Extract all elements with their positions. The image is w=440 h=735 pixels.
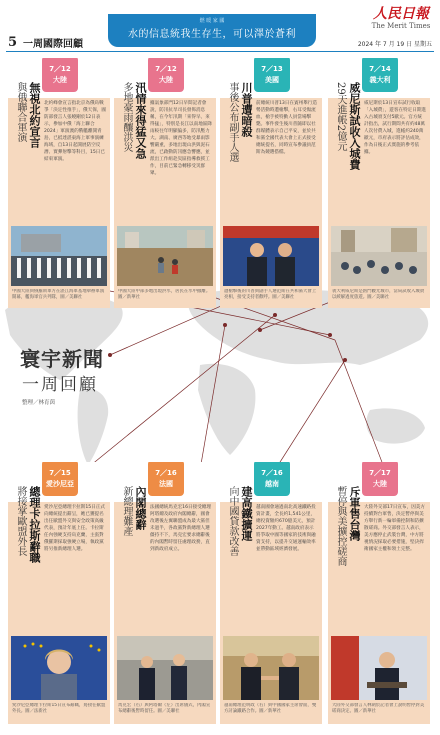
date-tag <box>362 462 398 496</box>
card-headline <box>223 82 253 162</box>
headline-sub: 多地豪雨釀洪災 <box>121 82 132 152</box>
news-card-venice <box>328 58 430 308</box>
date-tag <box>42 462 78 496</box>
headline-sub: 29天進帳2億元 <box>335 82 346 152</box>
card-body: 北約峰會宣言指北京為俄烏戰爭「決定性推手」，俄天保，國防部發言人張曉剛於12日表示，參加中俄「海上聯合2024」軍演澳的俄艦離開青島，已抵達湛東海上軍事演練海域，自13日起開展防空反潛、實彈射擊等科目，15日已結束軍演。 <box>44 101 106 162</box>
section-title: 一周國際回顧 <box>23 38 84 50</box>
card-headline <box>331 82 361 170</box>
map-marker <box>223 323 227 327</box>
header-banner <box>108 14 316 47</box>
tag-place: 義大利 <box>369 76 391 84</box>
photo-caption: 遭槍擊後的川普與副手人選范斯在共和黨大會上亮相，接受支持者歡呼。圖／美聯社 <box>224 289 317 300</box>
photo-kallas-portrait <box>11 636 107 700</box>
card-body: 大陸外交部17日宣布，因美方持續對台軍售，決定暫停與美方舉行新一輪軍備控制和防擴散磋商。外交部發言人表示，美方應停止武裝台灣，中方將視情況採取必要措施，堅決捍衛國家主權和領土完整。 <box>364 505 425 552</box>
tag-date: 7／12 <box>49 65 71 73</box>
news-card-taiwan-arms <box>328 462 430 724</box>
tag-date: 7／12 <box>155 65 177 73</box>
header-rule <box>6 51 434 52</box>
feature-title: 寰宇新聞 <box>20 347 104 371</box>
photo-convention-stage <box>223 226 319 286</box>
headline-sub: 與俄聯合軍演 <box>15 82 26 142</box>
tag-date: 7／15 <box>49 469 71 477</box>
headline-main: 威尼斯試收入城費 <box>348 82 361 170</box>
logo-chinese: 人民日報 <box>373 6 429 22</box>
tag-date: 7／13 <box>261 65 283 73</box>
editor-credit: 整理／林育茵 <box>22 400 56 406</box>
headline-sub: 暫停與美擴控磋商 <box>335 486 346 566</box>
card-headline <box>11 82 41 148</box>
photo-venice-crowd <box>331 226 427 286</box>
tag-place: 越南 <box>265 480 279 488</box>
landmass-south-america <box>78 389 109 465</box>
connector-line <box>275 360 345 470</box>
card-body: 前總統川普13日在賓州舉行造勢活動時遭槍擊，右耳受傷流血，槍手被特勤人員當場擊斃。事件發生後川普隨即以社群媒體表示自己平安，並於共和黨全國代表大會上正式接受總統提名，同時宣布參議員范斯為競選搭檔。 <box>256 101 317 155</box>
photo-naval-parade <box>11 226 107 286</box>
tag-date: 7／16 <box>155 469 177 477</box>
card-headline <box>117 486 147 536</box>
headline-main: 內閣總辭 <box>134 486 147 530</box>
issue-date: 2024 年 7 月 19 日 星期五 <box>357 41 432 48</box>
date-tag <box>42 58 78 92</box>
page-header-left <box>8 35 83 49</box>
page-number: 5 <box>8 34 18 50</box>
headline-main: 斥軍售台灣 <box>348 486 361 541</box>
date-tag <box>254 58 290 92</box>
headline-sub: 向中國貸款改善 <box>227 486 238 556</box>
feature-subtitle: 一周回顧 <box>22 375 98 395</box>
photo-caption: 中國大陸與俄羅斯軍方在湛江海軍基地舉辦軍演開幕，艦海軍官兵列隊，圖／美聯社 <box>12 289 105 300</box>
headline-main: 總理卡拉斯辭職 <box>28 486 41 563</box>
card-body: 法國總統馬克宏16日接受總理阿塔爾及政府內閣總辭，國會改選後左翼聯盟成為最大黨但未過半，各政黨對新總理人選僵持不下，馬克宏要求總辭後的內閣暫時留任處理政務，直到新政府成立。 <box>150 505 211 552</box>
news-card-vietnam <box>220 462 322 724</box>
map-marker <box>258 328 262 332</box>
news-card-trump <box>220 58 322 308</box>
map-marker <box>328 333 332 337</box>
date-tag <box>254 462 290 496</box>
photo-caption: 義大利威尼斯是熱門觀光城市，當局試收入城費以緩解過度旅遊。圖／美聯社 <box>332 289 425 300</box>
headline-sub: 將接掌歐盟外長 <box>15 486 26 556</box>
card-headline <box>11 486 41 563</box>
tag-place: 法國 <box>159 480 173 488</box>
newspaper-logo <box>366 6 436 30</box>
card-headline <box>331 486 361 566</box>
photo-flood-scene <box>117 226 213 286</box>
logo-english: The Merit Times <box>371 22 431 30</box>
photo-caption: 大陸外交部發言人林劍於記者會上說明暫停對美磋商決定。圖／新華社 <box>332 703 425 714</box>
photo-caption: 愛沙尼亞總理卡拉斯15日宣布辭職，將接任歐盟外長。圖／法新社 <box>12 703 106 714</box>
tag-place: 愛沙尼亞 <box>46 480 74 488</box>
map-marker <box>273 313 277 317</box>
headline-main: 無視北約宣言 <box>28 82 41 148</box>
photo-caption: 中國大陸中部多地出現洪水，居民在水中撤離。圖／新華社 <box>118 289 211 300</box>
headline-main: 川普遭暗殺 <box>240 82 253 137</box>
tag-place: 大陸 <box>373 480 387 488</box>
tag-place: 美國 <box>265 76 279 84</box>
news-card-floods <box>114 58 216 308</box>
tag-date: 7／17 <box>369 469 391 477</box>
headline-sub: 新總理難產 <box>121 486 132 536</box>
tag-place: 大陸 <box>53 76 67 84</box>
landmass-australia <box>366 408 425 443</box>
date-tag <box>148 58 184 92</box>
photo-caption: 馬克宏（右）與阿塔爾（左）出席儀式，內閣宣布總辭後暫時留任。圖／美聯社 <box>118 703 211 714</box>
card-body: 越南國會通過南北高速鐵路投資計畫，全長約1,541公里，總投資額約670億美元，預計2027年動工。越南政府表示將爭取中國等國家的技術與融資支持，以提升交通運輸效率並帶動區域經濟發展。 <box>256 505 316 552</box>
tag-date: 7／14 <box>369 65 391 73</box>
card-headline <box>117 82 147 159</box>
photo-leaders-handshake <box>223 636 319 700</box>
date-tag <box>148 462 184 496</box>
tag-date: 7／16 <box>261 469 283 477</box>
card-body: 據氣象部門12日早間記者會說，防汛抗旱司長發佈消息稱，在今年汛期「來得早、來得猛」，特別是長江以南地區降雨較往年明顯偏多，防汛壓力大。湖南、廣西等地受暴雨影響嚴重，多地出現山洪與泥石流，已啟動防汛應急響應，並派出工作組赴災區指導救援工作，目前已緊急轉移受災群眾。 <box>150 101 212 176</box>
map-marker <box>343 358 347 362</box>
map-marker <box>108 353 112 357</box>
banner-top: 燃 暖 家 國 <box>199 18 225 24</box>
headline-main: 汛情來得猛又急 <box>134 82 147 159</box>
landmass-africa <box>198 364 255 455</box>
banner-text: 水的信息統我生存生，可以澤於蒼利 <box>128 29 296 40</box>
card-body: 愛沙尼亞總理卡拉斯15日正式向總統提出辭呈，她已獲提名出任歐盟外交與安全政策高級代表，預計年底上任。卡拉斯任內強硬支持烏克蘭，主張對俄羅斯採取強硬立場，執政黨將另推新總理人選。 <box>44 505 105 552</box>
tag-place: 大陸 <box>159 76 173 84</box>
photo-press-conference <box>331 636 427 700</box>
date-tag <box>362 58 398 92</box>
headline-sub: 事後公布副手人選 <box>227 82 238 162</box>
card-headline <box>223 486 253 556</box>
card-body: 威尼斯於13日宣布試行收取「入城費」，遊客在特定日期進入古城須支付5歐元。官方統計指出，試行期間共有約48萬人次付費入城，進帳約240萬歐元，市府表示將評估成效，作為日後正式實施的參考依據。 <box>364 101 426 155</box>
photo-caption: 越南總理范明政（右）與中國國家主席會面，雙方討論鐵路合作。圖／新華社 <box>224 703 317 714</box>
news-card-estonia <box>8 462 110 724</box>
news-card-nato-drill <box>8 58 110 308</box>
headline-main: 建高鐵擴運 <box>240 486 253 541</box>
news-card-france <box>114 462 216 724</box>
photo-macron-ceremony <box>117 636 213 700</box>
